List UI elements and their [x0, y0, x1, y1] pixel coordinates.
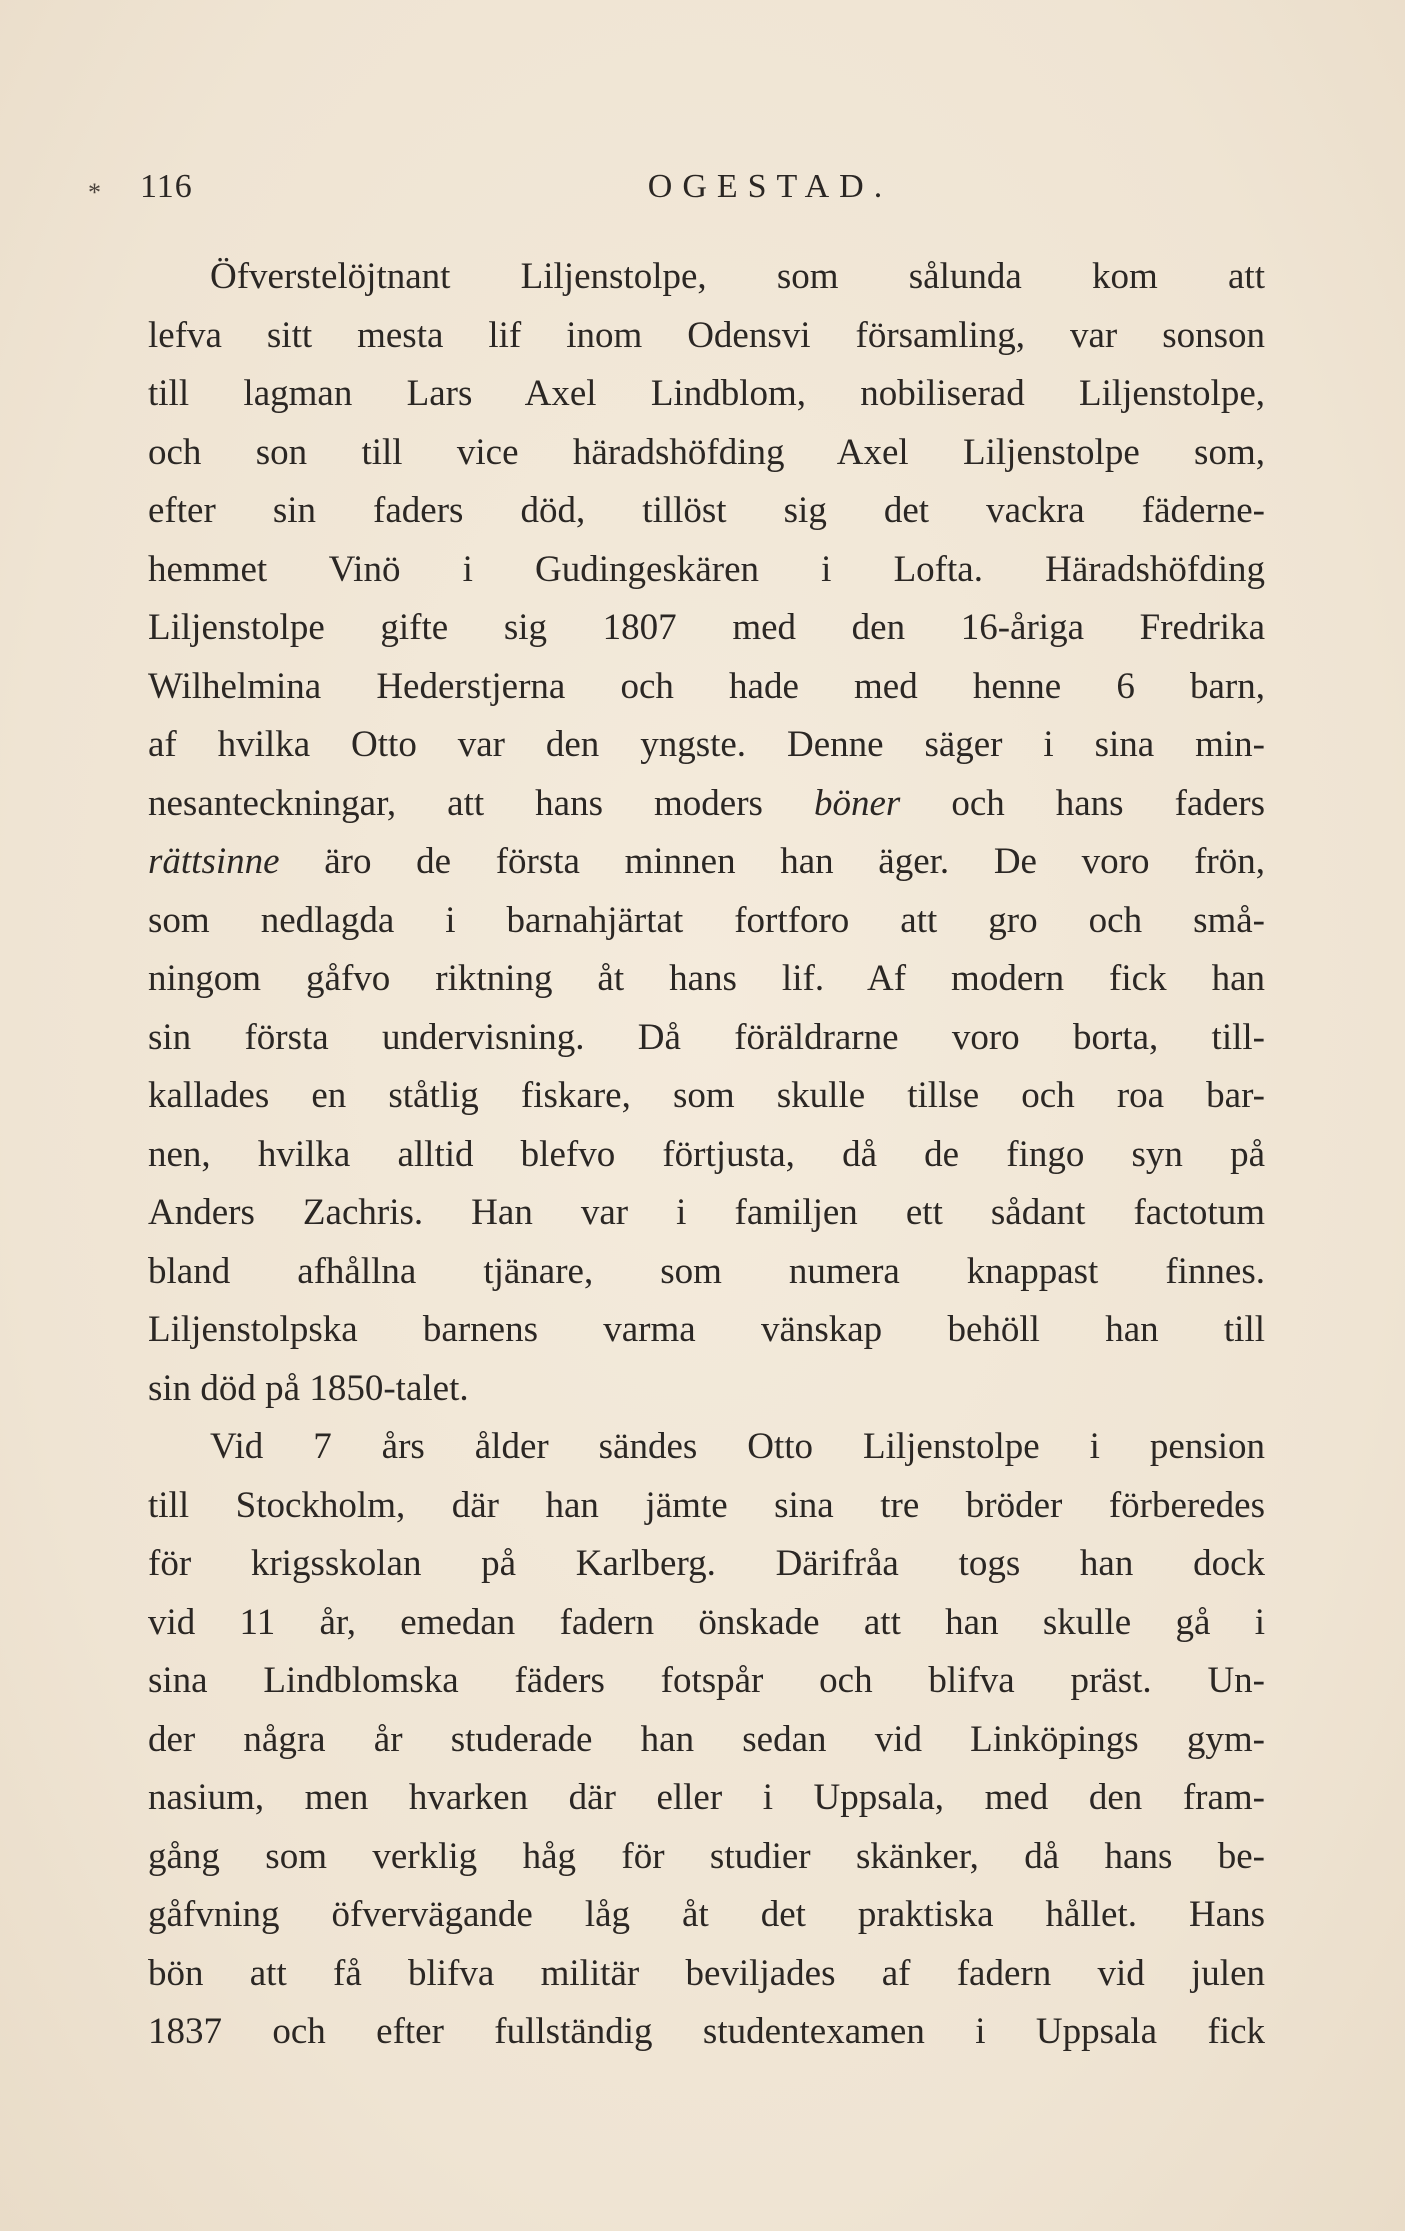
text-line: till lagman Lars Axel Lindblom, nobiliserad Liljenstolpe, — [148, 373, 1265, 414]
text-line: till Stockholm, där han jämte sina tre bröder förberedes — [148, 1484, 1265, 1526]
text-line: och son till vice häradshöfding Axel Liljenstolpe som, — [148, 431, 1265, 473]
text-line: Wilhelmina Hederstjerna och hade med henne 6 barn, — [148, 665, 1265, 707]
text-line: vid 11 år, emedan fadern önskade att han skulle gå i — [148, 1601, 1265, 1643]
text-line: efter sin faders död, tillöst sig det vackra fäderne- — [148, 490, 1265, 531]
text-line: sina Lindblomska fäders fotspår och blifva präst. Un- — [148, 1660, 1265, 1701]
text-run: äro de första minnen han äger. De voro frön, — [279, 841, 1265, 882]
text-line: 1837 och efter fullständig studentexamen i Uppsala fick — [148, 2011, 1265, 2052]
text-line: sin första undervisning. Då föräldrarne voro borta, till- — [148, 1016, 1265, 1058]
text-line: af hvilka Otto var den yngste. Denne säger i sina min- — [148, 724, 1265, 765]
text-line: bland afhållna tjänare, som numera knappast finnes. — [148, 1250, 1265, 1292]
paragraph-2 — [148, 1418, 1265, 2062]
text-line: Vid 7 års ålder sändes Otto Liljenstolpe i pension — [210, 1426, 1265, 1467]
text-line: hemmet Vinö i Gudingeskären i Lofta. Häradshöfding — [148, 548, 1265, 590]
text-line: gåfvning öfvervägande låg åt det praktiska hållet. Hans — [148, 1894, 1265, 1935]
text-line: lefva sitt mesta lif inom Odensvi församling, var sonson — [148, 314, 1265, 356]
text-line: Öfverstelöjtnant Liljenstolpe, som sålunda kom att — [210, 256, 1265, 297]
text-run: och hans faders — [900, 782, 1265, 824]
text-line: ningom gåfvo riktning åt hans lif. Af modern fick han — [148, 958, 1265, 999]
text-run: nesanteckningar, att hans moders — [148, 782, 814, 824]
text-line — [148, 833, 1265, 892]
text-line: der några år studerade han sedan vid Linköpings gym- — [148, 1718, 1265, 1760]
running-head: OGESTAD. — [647, 168, 893, 205]
emphasis-text: böner — [813, 782, 901, 824]
body-text — [148, 248, 1265, 2062]
emphasis-text: rättsinne — [148, 841, 280, 882]
text-line — [148, 775, 1265, 834]
text-line: Liljenstolpe gifte sig 1807 med den 16-åriga Fredrika — [148, 607, 1265, 648]
text-line: nasium, men hvarken där eller i Uppsala, med den fram- — [148, 1777, 1265, 1818]
text-line: nen, hvilka alltid blefvo förtjusta, då de fingo syn på — [148, 1133, 1265, 1175]
text-line: som nedlagda i barnahjärtat fortforo att gro och små- — [148, 899, 1265, 941]
margin-mark: * — [88, 178, 101, 207]
text-line: gång som verklig håg för studier skänker, då hans be- — [148, 1835, 1265, 1877]
paragraph-1 — [148, 248, 1265, 1418]
text-line: Anders Zachris. Han var i familjen ett sådant factotum — [148, 1192, 1265, 1233]
text-line: kallades en ståtlig fiskare, som skulle tillse och roa bar- — [148, 1075, 1265, 1116]
text-line: Liljenstolpska barnens varma vänskap behöll han till — [148, 1309, 1265, 1350]
page-number: 116 — [140, 168, 193, 205]
text-line: för krigsskolan på Karlberg. Därifråa togs han dock — [148, 1543, 1265, 1584]
page-header — [88, 160, 1270, 220]
text-line: sin död på 1850-talet. — [148, 1367, 469, 1409]
text-line: bön att få blifva militär beviljades af fadern vid julen — [148, 1952, 1265, 1994]
